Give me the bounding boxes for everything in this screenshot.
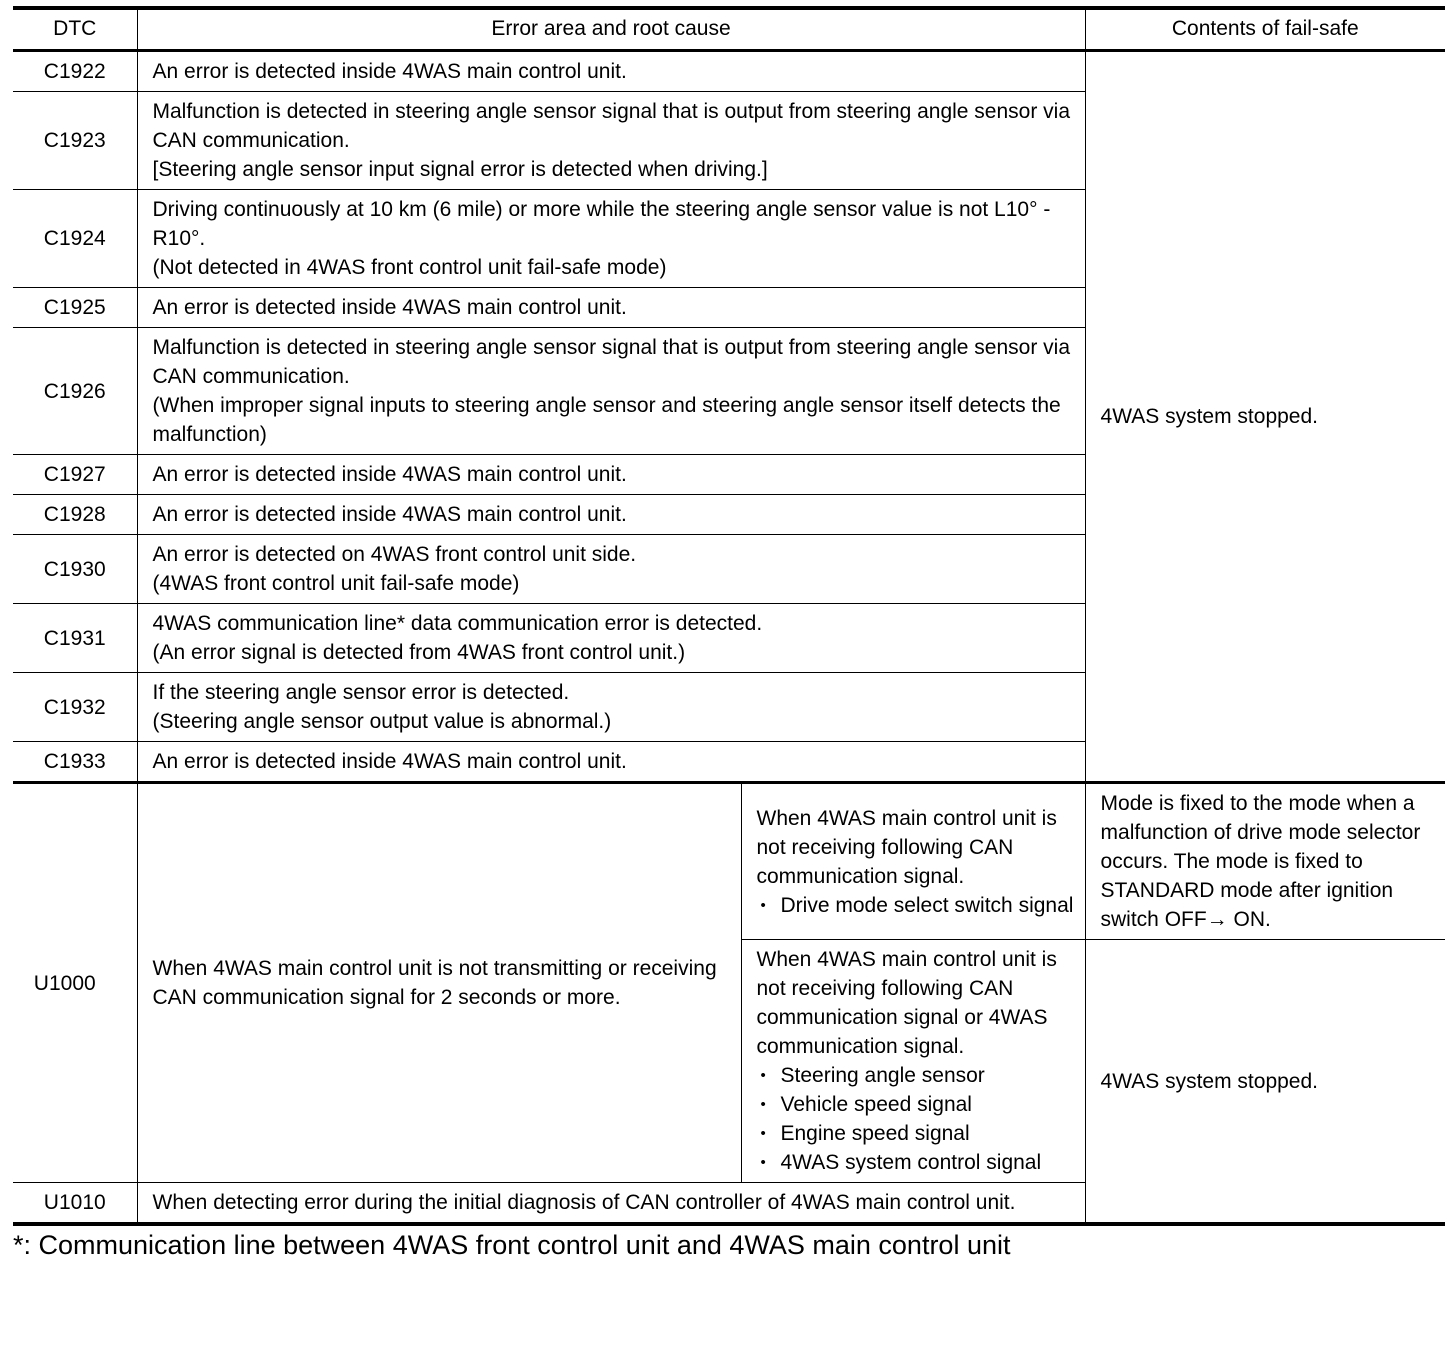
cause-line: (An error signal is detected from 4WAS front control unit.) [152,641,686,664]
sub-b-bullet-list [757,1061,1075,1177]
dtc-code-u1000: U1000 [13,783,137,1183]
error-cause-cell [137,51,1085,92]
header-fail-safe: Contents of fail-safe [1085,8,1445,51]
sub-a-bullet-list [757,891,1075,920]
dtc-code: C1923 [13,92,137,190]
error-cause-cell [137,673,1085,742]
error-cause-cell [137,742,1085,783]
dtc-code: C1928 [13,495,137,535]
cause-line: [Steering angle sensor input signal error is detected when driving.] [152,158,768,181]
dtc-fail-safe-page [13,6,1445,1262]
table-body [13,51,1445,1225]
header-error-area: Error area and root cause [137,8,1085,51]
fail-safe-c-group: 4WAS system stopped. [1085,51,1445,783]
sub-b-intro: When 4WAS main control unit is not receiving following CAN communication signal or 4WAS communication signal. [756,948,1057,1058]
sub-a-intro: When 4WAS main control unit is not receiving following CAN communication signal. [756,806,1057,888]
dtc-code: C1931 [13,604,137,673]
dtc-code: C1932 [13,673,137,742]
error-cause-cell [137,190,1085,288]
table-header-row [13,8,1445,51]
error-cause-cell [137,328,1085,455]
cause-line: Malfunction is detected in steering angle sensor signal that is output from steering angle sensor via CAN communication. [152,100,1071,152]
error-cause-cell [137,495,1085,535]
cause-line: An error is detected inside 4WAS main control unit. [152,750,627,773]
cause-line: An error is detected inside 4WAS main control unit. [152,60,627,83]
table-row [13,51,1445,92]
footnote: *: Communication line between 4WAS front control unit and 4WAS main control unit [13,1230,1011,1260]
error-cause-cell [137,535,1085,604]
fail-safe-u1000-mode: Mode is fixed to the mode when a malfunction of drive mode selector occurs. The mode is fixed to STANDARD mode after ignition switch OFF→ ON. [1085,783,1445,940]
dtc-table [13,6,1445,1226]
error-cause-cell [137,288,1085,328]
cause-line: If the steering angle sensor error is detected. [152,681,570,704]
cause-line: An error is detected on 4WAS front control unit side. [152,543,637,566]
cause-line: Driving continuously at 10 km (6 mile) or more while the steering angle sensor value is not L10° - R10°. [152,198,1051,250]
dtc-code: C1933 [13,742,137,783]
dtc-code: C1925 [13,288,137,328]
cause-line: 4WAS communication line* data communication error is detected. [152,612,763,635]
cause-line: Malfunction is detected in steering angle sensor signal that is output from steering angle sensor via CAN communication. [152,336,1071,388]
dtc-code: C1924 [13,190,137,288]
table-row-u1000 [13,783,1445,940]
cause-u1010: When detecting error during the initial diagnosis of CAN controller of 4WAS main control unit. [137,1183,1085,1225]
bullet-item: • 4WAS system control signal [757,1148,1075,1177]
dtc-code: C1930 [13,535,137,604]
dtc-code: C1922 [13,51,137,92]
dtc-code: C1926 [13,328,137,455]
error-cause-cell [137,604,1085,673]
cause-u1000-sub-a [741,783,1085,940]
cause-line: (When improper signal inputs to steering angle sensor and steering angle sensor itself detects the malfunction) [152,394,1061,446]
error-cause-cell [137,455,1085,495]
bullet-item: • Engine speed signal [757,1119,1075,1148]
cause-line: (Steering angle sensor output value is abnormal.) [152,710,612,733]
cause-u1000-sub-b [741,940,1085,1183]
bullet-item: • Steering angle sensor [757,1061,1075,1090]
dtc-code: C1927 [13,455,137,495]
cause-line: An error is detected inside 4WAS main control unit. [152,463,627,486]
cause-line: (4WAS front control unit fail-safe mode) [152,572,520,595]
fail-safe-u-group: 4WAS system stopped. [1085,940,1445,1225]
bullet-item: • Drive mode select switch signal [757,891,1075,920]
dtc-code-u1010: U1010 [13,1183,137,1225]
cause-line: (Not detected in 4WAS front control unit fail-safe mode) [152,256,667,279]
cause-u1000: When 4WAS main control unit is not transmitting or receiving CAN communication signal for 2 seconds or more. [137,783,741,1183]
cause-line: An error is detected inside 4WAS main control unit. [152,503,627,526]
bullet-item: • Vehicle speed signal [757,1090,1075,1119]
error-cause-cell [137,92,1085,190]
header-dtc: DTC [13,8,137,51]
cause-line: An error is detected inside 4WAS main control unit. [152,296,627,319]
